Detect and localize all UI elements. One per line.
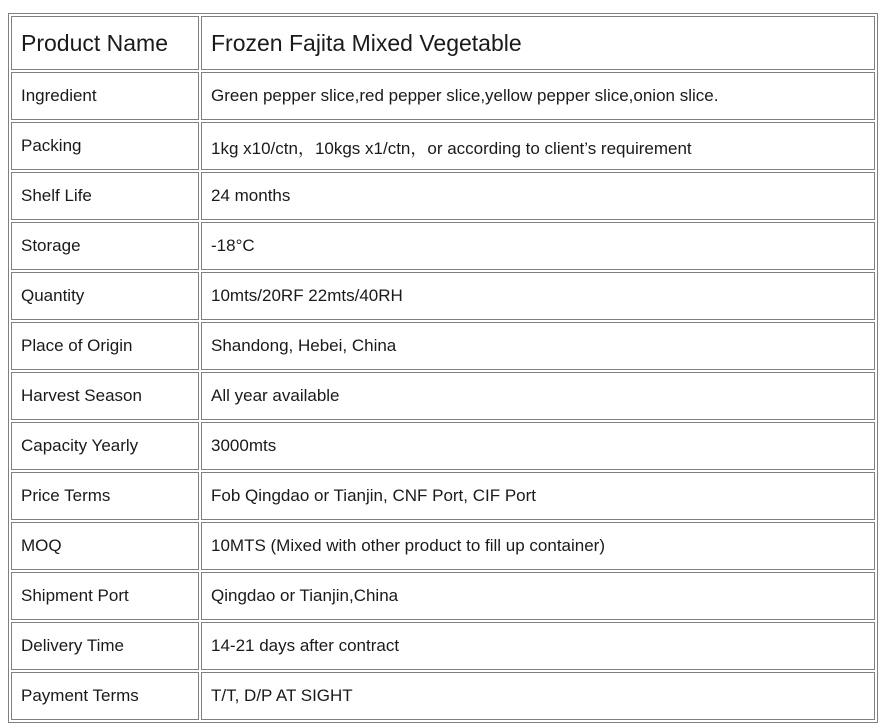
row-value: 24 months — [201, 172, 875, 220]
table-row — [11, 122, 875, 170]
table-row — [11, 222, 875, 270]
table-row — [11, 72, 875, 120]
row-value: 3000mts — [201, 422, 875, 470]
row-value: Shandong, Hebei, China — [201, 322, 875, 370]
table-row — [11, 422, 875, 470]
table-row — [11, 272, 875, 320]
table-header-row — [11, 16, 875, 70]
table-row — [11, 672, 875, 720]
table-row — [11, 522, 875, 570]
table-row — [11, 472, 875, 520]
row-value: 1kg x10/ctn，10kgs x1/ctn，or according to client’s requirement — [201, 122, 875, 170]
table-row — [11, 172, 875, 220]
row-label: MOQ — [11, 522, 199, 570]
table-row — [11, 622, 875, 670]
row-value: Fob Qingdao or Tianjin, CNF Port, CIF Port — [201, 472, 875, 520]
table-row — [11, 572, 875, 620]
row-value: 14-21 days after contract — [201, 622, 875, 670]
row-label: Ingredient — [11, 72, 199, 120]
row-label: Harvest Season — [11, 372, 199, 420]
table-row — [11, 322, 875, 370]
row-value: T/T, D/P AT SIGHT — [201, 672, 875, 720]
row-value: Green pepper slice,red pepper slice,yellow pepper slice,onion slice. — [201, 72, 875, 120]
product-spec-table — [8, 13, 878, 723]
row-label: Payment Terms — [11, 672, 199, 720]
row-label: Packing — [11, 122, 199, 170]
row-label: Capacity Yearly — [11, 422, 199, 470]
table-row — [11, 372, 875, 420]
row-label: Shipment Port — [11, 572, 199, 620]
row-value: Qingdao or Tianjin,China — [201, 572, 875, 620]
row-label: Delivery Time — [11, 622, 199, 670]
header-value-cell: Frozen Fajita Mixed Vegetable — [201, 16, 875, 70]
row-label: Price Terms — [11, 472, 199, 520]
header-label-cell: Product Name — [11, 16, 199, 70]
row-label: Place of Origin — [11, 322, 199, 370]
row-value: 10mts/20RF 22mts/40RH — [201, 272, 875, 320]
row-value: All year available — [201, 372, 875, 420]
row-value: 10MTS (Mixed with other product to fill up container) — [201, 522, 875, 570]
row-label: Storage — [11, 222, 199, 270]
row-label: Quantity — [11, 272, 199, 320]
row-label: Shelf Life — [11, 172, 199, 220]
row-value: -18°C — [201, 222, 875, 270]
